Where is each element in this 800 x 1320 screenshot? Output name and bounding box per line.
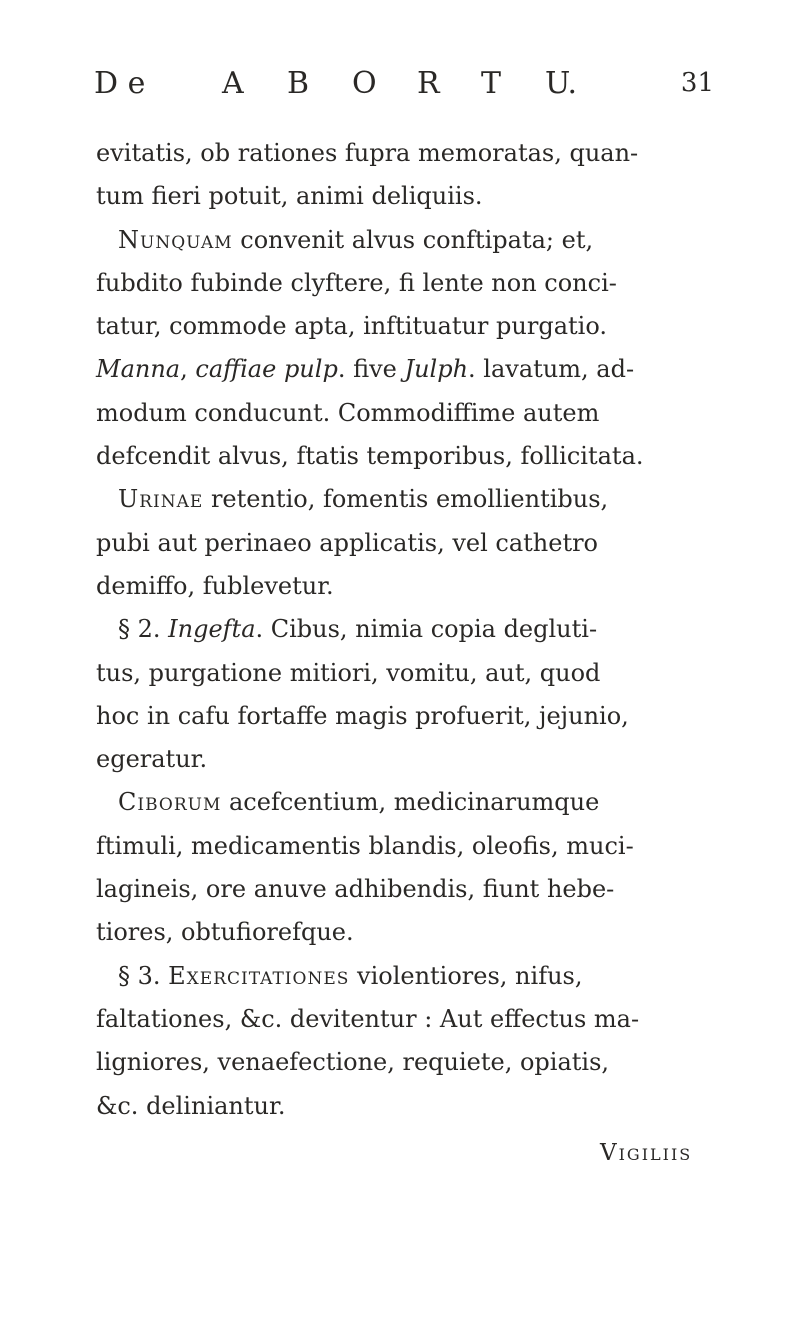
text-line: tus, purgatione mitiori, vomitu, aut, quod — [96, 658, 601, 687]
text-line: Manna, caffiae pulp. five Julph. lavatum, ad- — [96, 355, 635, 384]
text-line: lagineis, ore anuve adhibendis, fiunt hebe- — [96, 875, 615, 904]
text-line: faltationes, &c. devitentur : Aut effectus ma- — [96, 1004, 640, 1033]
running-title-letter: T — [481, 66, 502, 101]
running-head — [94, 66, 714, 106]
text-line: egeratur. — [96, 745, 208, 774]
text-line: § 2. Ingefta. Cibus, nimia copia degluti- — [118, 615, 598, 644]
body-text — [96, 132, 724, 1128]
text-line: ligniores, venaefectione, requiete, opiatis, — [96, 1048, 610, 1077]
running-title-letter: O — [352, 66, 377, 101]
running-title-letter: R — [417, 66, 440, 101]
text-line: pubi aut perinaeo applicatis, vel cathetro — [96, 528, 599, 557]
running-title-letter: A — [222, 66, 244, 101]
running-title-letter: U. — [545, 66, 578, 101]
running-title — [94, 66, 615, 101]
running-title-letter: D e — [94, 66, 146, 101]
catchword: Vigiliis — [600, 1140, 693, 1166]
text-line: Ciborum acefcentium, medicinarumque — [118, 788, 600, 817]
text-line: Urinae retentio, fomentis emollientibus, — [118, 485, 609, 514]
running-title-letter: B — [287, 66, 310, 101]
text-line: tiores, obtufiorefque. — [96, 918, 354, 947]
text-line: modum conducunt. Commodiffime autem — [96, 398, 600, 427]
text-line: defcendit alvus, ftatis temporibus, follicitata. — [96, 442, 644, 471]
text-line: hoc in cafu fortaffe magis profuerit, jejunio, — [96, 701, 629, 730]
text-line: evitatis, ob rationes fupra memoratas, quan- — [96, 139, 639, 167]
page-number: 31 — [680, 68, 714, 98]
text-line: fubdito fubinde clyftere, fi lente non conci- — [96, 268, 617, 297]
text-line: tum fieri potuit, animi deliquiis. — [96, 182, 483, 211]
text-line: § 3. Exercitationes violentiores, nifus, — [118, 961, 583, 990]
text-line: &c. deliniantur. — [96, 1091, 286, 1120]
text-line: tatur, commode apta, inftituatur purgatio. — [96, 312, 607, 341]
text-line: ftimuli, medicamentis blandis, oleofis, muci- — [96, 831, 634, 860]
text-line: Nunquam convenit alvus conftipata; et, — [118, 225, 594, 254]
text-line: demiffo, fublevetur. — [96, 571, 334, 600]
